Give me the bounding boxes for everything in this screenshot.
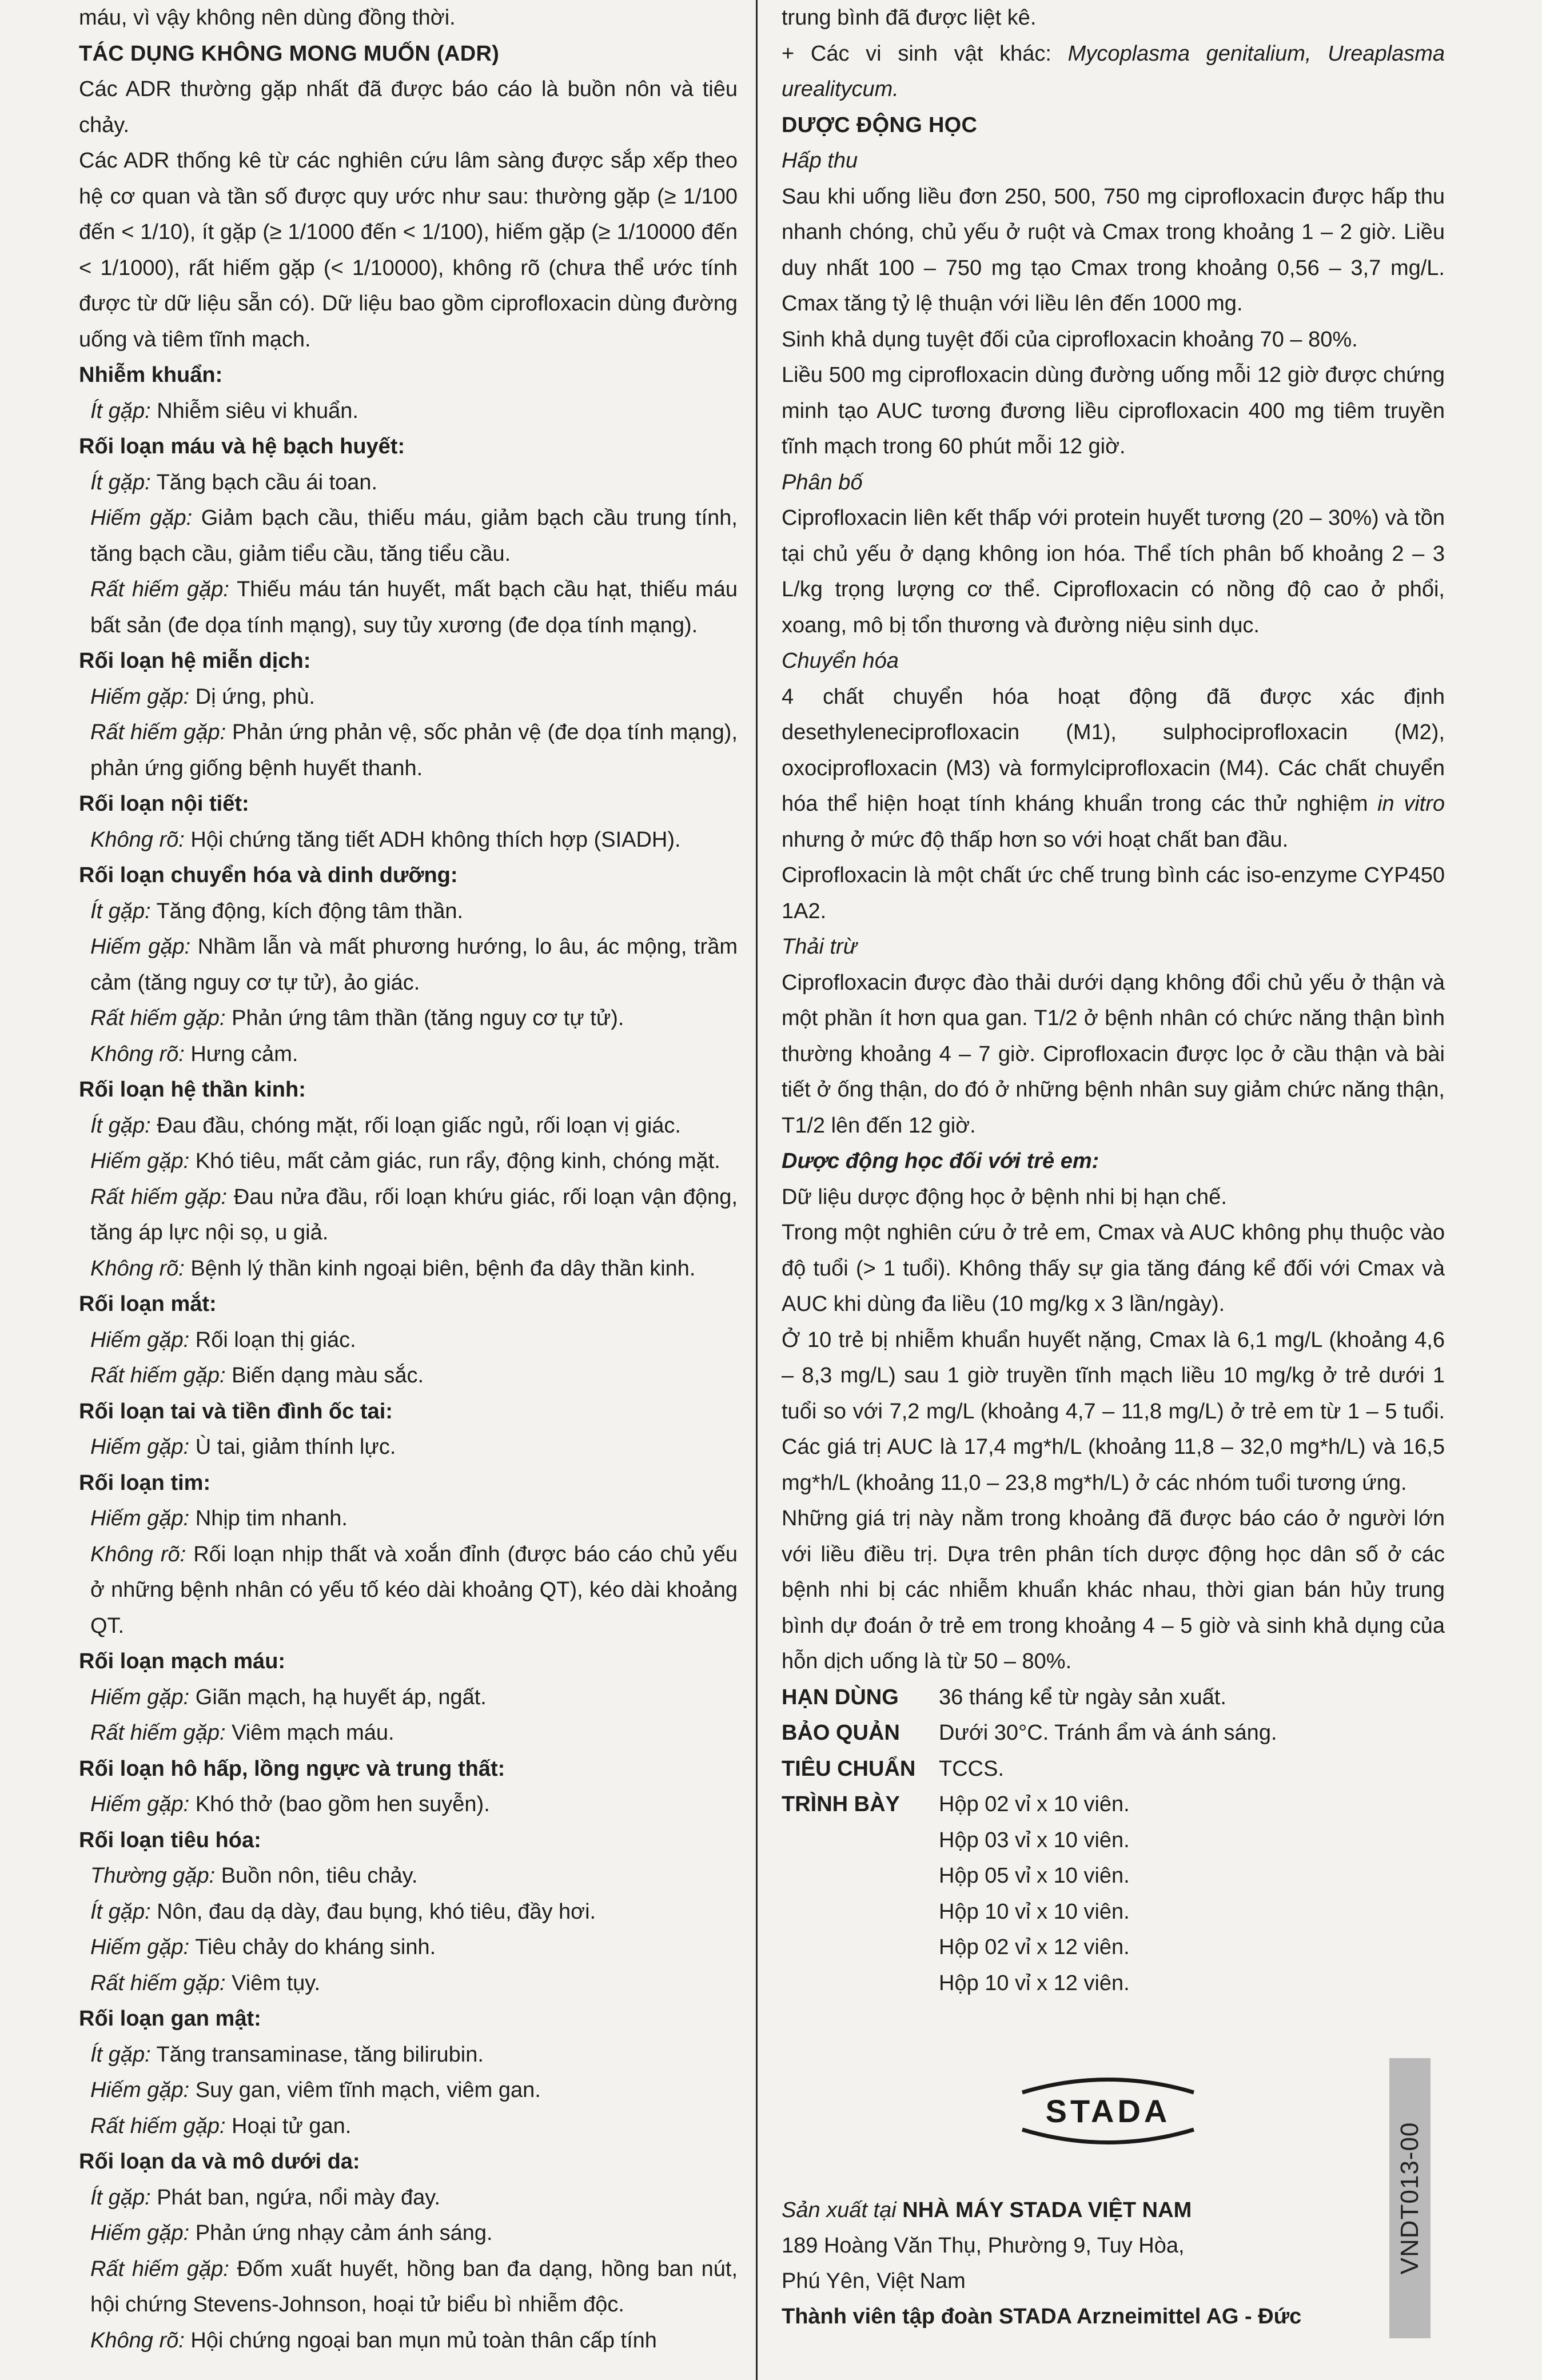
column-divider [756, 0, 758, 2380]
subheading: Rối loạn tai và tiền đình ốc tai: [79, 1399, 393, 1424]
subheading: Rối loạn tiêu hóa: [79, 1828, 261, 1852]
pack-item: Hộp 02 vỉ x 12 viên. [939, 1935, 1130, 1959]
text-line: trung bình đã được liệt kê. [782, 6, 1037, 30]
freq-item: Không rõ: Rối loạn nhịp thất và xoắn đỉnh (được báo cáo chủ yếu ở những bệnh nhân có yếu tố kéo dài khoảng QT), kéo dài khoảng QT. [90, 1542, 738, 1638]
freq-item: Rất hiếm gặp: Hoại tử gan. [90, 2114, 352, 2138]
subheading: Rối loạn nội tiết: [79, 792, 249, 816]
freq-item: Hiếm gặp: Ù tai, giảm thính lực. [90, 1435, 396, 1459]
manufacturer-block [782, 2192, 1388, 2334]
subheading: Phân bố [782, 470, 863, 495]
freq-item: Hiếm gặp: Nhầm lẫn và mất phương hướng, lo âu, ác mộng, trầm cảm (tăng nguy cơ tự tử), ảo giác. [90, 935, 738, 995]
freq-item: Hiếm gặp: Khó thở (bao gồm hen suyễn). [90, 1792, 490, 1816]
freq-item: Thường gặp: Buồn nôn, tiêu chảy. [90, 1864, 418, 1888]
subheading: Rối loạn máu và hệ bạch huyết: [79, 434, 405, 459]
subheading: Rối loạn gan mật: [79, 2007, 261, 2031]
subheading: Thải trừ [782, 935, 857, 959]
address-line: 189 Hoàng Văn Thụ, Phường 9, Tuy Hòa, [782, 2234, 1185, 2258]
pack-item: Hộp 03 vỉ x 10 viên. [939, 1828, 1130, 1852]
freq-item: Rất hiếm gặp: Đốm xuất huyết, hồng ban đa dạng, hồng ban nút, hội chứng Stevens-Johnson, hoại tử biểu bì nhiễm độc. [90, 2257, 738, 2317]
freq-item: Hiếm gặp: Suy gan, viêm tĩnh mạch, viêm gan. [90, 2078, 541, 2102]
freq-item: Không rõ: Hưng cảm. [90, 1042, 298, 1066]
standard-row: TIÊU CHUẨN TCCS. [782, 1756, 1004, 1781]
freq-item: Không rõ: Bệnh lý thần kinh ngoại biên, bệnh đa dây thần kinh. [90, 1256, 696, 1281]
storage-row: BẢO QUẢN Dưới 30°C. Tránh ẩm và ánh sáng. [782, 1721, 1277, 1745]
subheading: Hấp thu [782, 149, 858, 173]
subheading: Rối loạn mạch máu: [79, 1649, 286, 1673]
freq-item: Rất hiếm gặp: Phản ứng tâm thần (tăng nguy cơ tự tử). [90, 1006, 624, 1030]
subheading: Rối loạn hệ miễn dịch: [79, 649, 311, 673]
freq-item: Ít gặp: Nôn, đau dạ dày, đau bụng, khó tiêu, đầy hơi. [90, 1899, 596, 1924]
stada-logo [999, 2070, 1217, 2150]
subheading: Nhiễm khuẩn: [79, 363, 223, 387]
paragraph: Liều 500 mg ciprofloxacin dùng đường uống mỗi 12 giờ được chứng minh tạo AUC tương đương liều ciprofloxacin 400 mg tiêm truyền tĩnh mạch trong 60 phút mỗi 12 giờ. [782, 363, 1445, 459]
pack-item: Hộp 10 vỉ x 10 viên. [939, 1899, 1130, 1924]
freq-item: Rất hiếm gặp: Viêm tụy. [90, 1971, 321, 1995]
freq-item: Ít gặp: Tăng transaminase, tăng bilirubin. [90, 2042, 484, 2067]
paragraph: Những giá trị này nằm trong khoảng đã được báo cáo ở người lớn với liều điều trị. Dựa trên phân tích dược động học dân số ở các bệnh nhi bị các nhiễm khuẩn khác nhau, thời gian bán hủy trung bình dự đoán ở trẻ em trong khoảng 4 – 5 giờ và sinh khả dụng của hỗn dịch uống là từ 50 – 80%. [782, 1506, 1445, 1673]
document-code: VNDT013-00 [1396, 2122, 1424, 2275]
freq-item: Hiếm gặp: Nhịp tim nhanh. [90, 1506, 348, 1530]
pack-item: Hộp 10 vỉ x 12 viên. [939, 1971, 1130, 1995]
paragraph: Các ADR thường gặp nhất đã được báo cáo là buồn nôn và tiêu chảy. [79, 77, 738, 137]
freq-item: Ít gặp: Tăng động, kích động tâm thần. [90, 899, 464, 923]
freq-item: Không rõ: Hội chứng ngoại ban mụn mủ toàn thân cấp tính [90, 2328, 657, 2353]
freq-item: Hiếm gặp: Tiêu chảy do kháng sinh. [90, 1935, 436, 1959]
subheading: Rối loạn mắt: [79, 1292, 217, 1316]
freq-item: Ít gặp: Tăng bạch cầu ái toan. [90, 470, 378, 495]
paragraph: Các ADR thống kê từ các nghiên cứu lâm sàng được sắp xếp theo hệ cơ quan và tần số được quy ước như sau: thường gặp (≥ 1/100 đến < 1/10), ít gặp (≥ 1/1000 đến < 1/100), hiếm gặp (≥ 1/10000 đến < 1/1000), rất hiếm gặp (< 1/10000), không rõ (chưa thể ước tính được từ dữ liệu sẵn có). Dữ liệu bao gồm ciprofloxacin dùng đường uống và tiêm tĩnh mạch. [79, 149, 738, 352]
freq-item: Ít gặp: Phát ban, ngứa, nổi mày đay. [90, 2185, 441, 2210]
text-line: máu, vì vậy không nên dùng đồng thời. [79, 6, 456, 30]
text-line: + Các vi sinh vật khác: Mycoplasma genitalium, Ureaplasma urealitycum. [782, 41, 1445, 101]
freq-item: Hiếm gặp: Khó tiêu, mất cảm giác, run rẩy, động kinh, chóng mặt. [90, 1149, 720, 1173]
pack-item: Hộp 02 vỉ x 10 viên. [939, 1792, 1130, 1816]
subheading: Rối loạn da và mô dưới da: [79, 2150, 360, 2174]
subheading: Rối loạn hô hấp, lồng ngực và trung thất: [79, 1756, 505, 1781]
subheading: Rối loạn tim: [79, 1470, 211, 1495]
logo-wordmark: STADA [1045, 2093, 1171, 2129]
subheading: Chuyển hóa [782, 649, 899, 673]
paragraph: 4 chất chuyển hóa hoạt động đã được xác định desethyleneciprofloxacin (M1), sulphociprofloxacin (M2), oxociprofloxacin (M3) và formylciprofloxacin (M4). Các chất chuyển hóa thể hiện hoạt tính kháng khuẩn trong các thử nghiệm in vitro nhưng ở mức độ thấp hơn so với hoạt chất ban đầu. [782, 684, 1445, 852]
right-column [782, 0, 1445, 2001]
paragraph: Sinh khả dụng tuyệt đối của ciprofloxacin khoảng 70 – 80%. [782, 327, 1358, 352]
subheading: Rối loạn chuyển hóa và dinh dưỡng: [79, 863, 458, 887]
paragraph: Ciprofloxacin liên kết thấp với protein huyết tương (20 – 30%) và tồn tại chủ yếu ở dạng không ion hóa. Thể tích phân bố khoảng 2 – 3 L/kg trọng lượng cơ thể. Ciprofloxacin có nồng độ cao ở phổi, xoang, mô bị tổn thương và đường niệu sinh dục. [782, 506, 1445, 637]
shelf-life-row: HẠN DÙNG 36 tháng kể từ ngày sản xuất. [782, 1685, 1226, 1709]
paragraph: Dữ liệu dược động học ở bệnh nhi bị hạn chế. [782, 1185, 1227, 1209]
packaging-row: TRÌNH BÀY Hộp 02 vỉ x 10 viên. Hộp 03 vỉ x 10 viên. Hộp 05 vỉ x 10 viên. Hộp 10 vỉ x 10 viên. Hộp 02 vỉ x 12 viên. Hộp 10 vỉ x 12 viên. [782, 1787, 1445, 2001]
subheading: Rối loạn hệ thần kinh: [79, 1078, 306, 1102]
freq-item: Rất hiếm gặp: Viêm mạch máu. [90, 1721, 395, 1745]
section-heading-pharmacokinetics: DƯỢC ĐỘNG HỌC [782, 113, 978, 137]
paragraph: Ciprofloxacin được đào thải dưới dạng không đổi chủ yếu ở thận và một phần ít hơn qua gan. T1/2 ở bệnh nhân có chức năng thận bình thường khoảng 4 – 7 giờ. Ciprofloxacin được lọc ở cầu thận và bài tiết ở ống thận, do đó ở những bệnh nhân suy giảm chức năng thận, T1/2 lên đến 12 giờ. [782, 970, 1445, 1138]
left-column [79, 0, 738, 2358]
freq-item: Rất hiếm gặp: Biến dạng màu sắc. [90, 1364, 424, 1388]
freq-item: Hiếm gặp: Rối loạn thị giác. [90, 1327, 356, 1352]
freq-item: Rất hiếm gặp: Đau nửa đầu, rối loạn khứu giác, rối loạn vận động, tăng áp lực nội sọ, u giả. [90, 1185, 738, 1245]
subheading: Dược động học đối với trẻ em: [782, 1149, 1099, 1173]
freq-item: Rất hiếm gặp: Thiếu máu tán huyết, mất bạch cầu hạt, thiếu máu bất sản (đe dọa tính mạng), suy tủy xương (đe dọa tính mạng). [90, 577, 738, 637]
paragraph: Trong một nghiên cứu ở trẻ em, Cmax và AUC không phụ thuộc vào độ tuổi (> 1 tuổi). Không thấy sự gia tăng đáng kể đối với Cmax và AUC khi dùng đa liều (10 mg/kg x 3 lần/ngày). [782, 1221, 1445, 1316]
pack-item: Hộp 05 vỉ x 10 viên. [939, 1864, 1130, 1888]
paragraph: Ciprofloxacin là một chất ức chế trung bình các iso-enzyme CYP450 1A2. [782, 863, 1445, 923]
manufacturer-line: Sản xuất tại NHÀ MÁY STADA VIỆT NAM [782, 2198, 1192, 2222]
section-heading-adr: TÁC DỤNG KHÔNG MONG MUỐN (ADR) [79, 41, 500, 66]
freq-item: Hiếm gặp: Giảm bạch cầu, thiếu máu, giảm bạch cầu trung tính, tăng bạch cầu, giảm tiểu cầu, tăng tiểu cầu. [90, 506, 738, 566]
paragraph: Ở 10 trẻ bị nhiễm khuẩn huyết nặng, Cmax là 6,1 mg/L (khoảng 4,6 – 8,3 mg/L) sau 1 giờ truyền tĩnh mạch liều 10 mg/kg ở trẻ dưới 1 tuổi so với 7,2 mg/L (khoảng 4,7 – 11,8 mg/L) ở trẻ em từ 1 – 5 tuổi. Các giá trị AUC là 17,4 mg*h/L (khoảng 11,8 – 32,0 mg*h/L) và 16,5 mg*h/L (khoảng 11,0 – 23,8 mg*h/L) ở các nhóm tuổi tương ứng. [782, 1327, 1445, 1495]
paragraph: Sau khi uống liều đơn 250, 500, 750 mg ciprofloxacin được hấp thu nhanh chóng, chủ yếu ở ruột và Cmax trong khoảng 1 – 2 giờ. Liều duy nhất 100 – 750 mg tạo Cmax trong khoảng 0,56 – 3,7 mg/L. Cmax tăng tỷ lệ thuận với liều lên đến 1000 mg. [782, 184, 1445, 316]
address-line: Phú Yên, Việt Nam [782, 2269, 966, 2293]
freq-item: Hiếm gặp: Giãn mạch, hạ huyết áp, ngất. [90, 1685, 487, 1709]
freq-item: Ít gặp: Đau đầu, chóng mặt, rối loạn giấc ngủ, rối loạn vị giác. [90, 1113, 681, 1138]
freq-item: Không rõ: Hội chứng tăng tiết ADH không thích hợp (SIADH). [90, 827, 681, 852]
freq-item: Rất hiếm gặp: Phản ứng phản vệ, sốc phản vệ (đe dọa tính mạng), phản ứng giống bệnh huyết thanh. [90, 720, 738, 780]
group-member-line: Thành viên tập đoàn STADA Arzneimittel AG - Đức [782, 2305, 1302, 2329]
freq-item: Hiếm gặp: Dị ứng, phù. [90, 684, 315, 709]
freq-item: Ít gặp: Nhiễm siêu vi khuẩn. [90, 398, 358, 423]
freq-item: Hiếm gặp: Phản ứng nhạy cảm ánh sáng. [90, 2221, 493, 2245]
